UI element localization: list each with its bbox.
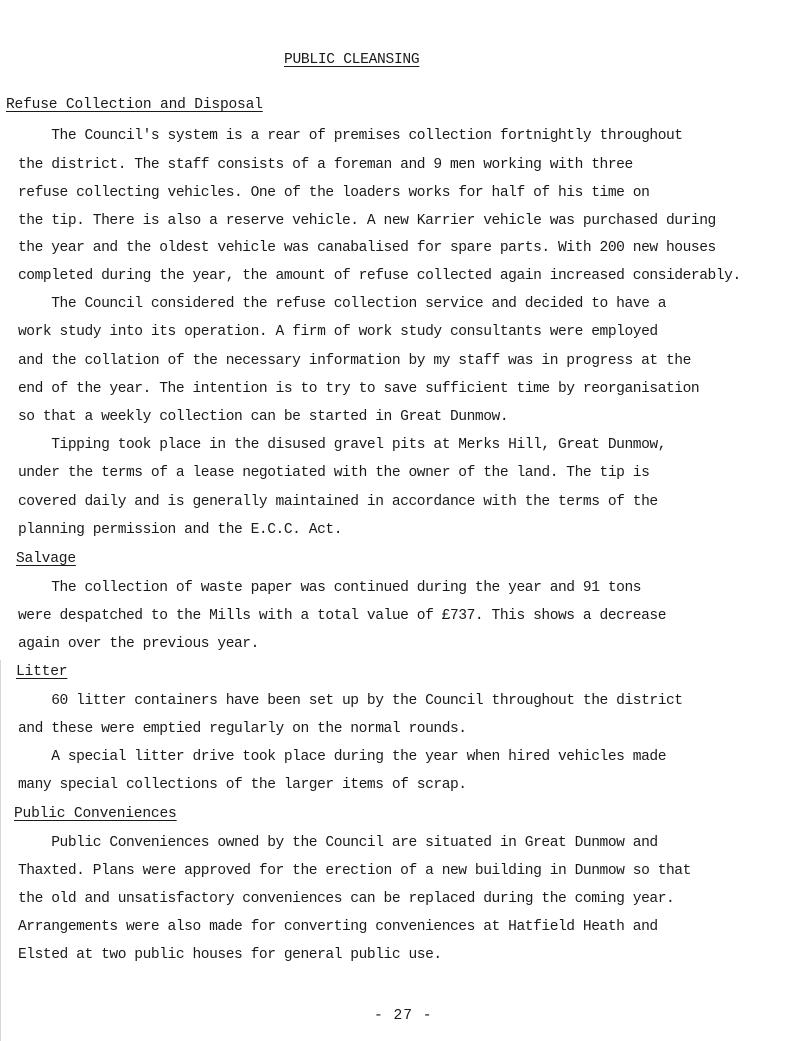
scan-margin-edge (0, 660, 11, 1041)
paragraph-line: refuse collecting vehicles. One of the loaders works for half of his time on (18, 185, 650, 201)
paragraph-line: so that a weekly collection can be started in Great Dunmow. (18, 409, 509, 425)
paragraph-line: many special collections of the larger items of scrap. (18, 777, 467, 793)
paragraph-line: again over the previous year. (18, 636, 259, 652)
section-heading-salvage: Salvage (16, 551, 76, 567)
paragraph-line: end of the year. The intention is to try to save sufficient time by reorganisation (18, 381, 700, 397)
paragraph-line: Thaxted. Plans were approved for the erection of a new building in Dunmow so that (18, 863, 691, 879)
paragraph-line: covered daily and is generally maintained in accordance with the terms of the (18, 494, 658, 510)
section-heading-public-conveniences: Public Conveniences (14, 806, 177, 822)
paragraph-line: under the terms of a lease negotiated with the owner of the land. The tip is (18, 465, 650, 481)
paragraph-line: the tip. There is also a reserve vehicle. A new Karrier vehicle was purchased during (18, 213, 716, 229)
paragraph-line: Arrangements were also made for converting conveniences at Hatfield Heath and (18, 919, 658, 935)
section-heading-refuse: Refuse Collection and Disposal (6, 97, 263, 113)
paragraph-line: and these were emptied regularly on the normal rounds. (18, 721, 467, 737)
paragraph-line: The Council's system is a rear of premises collection fortnightly throughout (18, 128, 683, 144)
page-title: PUBLIC CLEANSING (284, 52, 420, 68)
paragraph-line: the year and the oldest vehicle was canabalised for spare parts. With 200 new houses (18, 240, 716, 256)
paragraph-line: A special litter drive took place during the year when hired vehicles made (18, 749, 666, 765)
paragraph-line: The collection of waste paper was continued during the year and 91 tons (18, 580, 642, 596)
paragraph-line: Tipping took place in the disused gravel pits at Merks Hill, Great Dunmow, (18, 437, 666, 453)
paragraph-line: Public Conveniences owned by the Council are situated in Great Dunmow and (18, 835, 658, 851)
paragraph-line: the district. The staff consists of a foreman and 9 men working with three (18, 157, 633, 173)
paragraph-line: planning permission and the E.C.C. Act. (18, 522, 342, 538)
paragraph-line: Elsted at two public houses for general public use. (18, 947, 442, 963)
paragraph-line: the old and unsatisfactory conveniences can be replaced during the coming year. (18, 891, 675, 907)
paragraph-line: and the collation of the necessary information by my staff was in progress at the (18, 353, 691, 369)
paragraph-line: were despatched to the Mills with a total value of £737. This shows a decrease (18, 608, 666, 624)
page-number: - 27 - (374, 1008, 433, 1024)
paragraph-line: 60 litter containers have been set up by the Council throughout the district (18, 693, 683, 709)
paragraph-line: work study into its operation. A firm of work study consultants were employed (18, 324, 658, 340)
paragraph-line: completed during the year, the amount of refuse collected again increased considerably. (18, 268, 741, 284)
paragraph-line: The Council considered the refuse collection service and decided to have a (18, 296, 666, 312)
section-heading-litter: Litter (16, 664, 68, 680)
